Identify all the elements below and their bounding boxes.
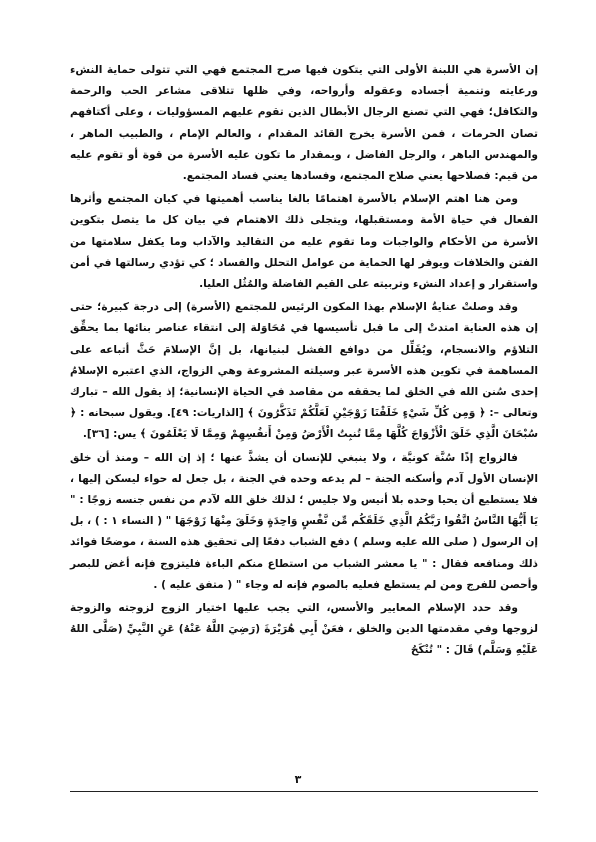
paragraph-2: ومن هنا اهتم الإسلام بالأسرة اهتمامًا بالغا يناسب أهميتها في كيان المجتمع وأثرها الفعال في حياة الأمة ومستقبلها، ويتجلى ذلك الاهتمام في بيان كل ما يتصل بتكوين الأسرة من الأحكام والواجبات وما تقوم عليه من التقاليد والآداب وما يكفل سلامتها من الفتن والخلافات ويوفر لها الحماية من عوامل التحلل والفساد ؛ كي تؤدي رسالتها في أمن واستقرار و إعداد النشء وتربيته على القيم الفاضلة والمُثُل العليا.: [70, 193, 538, 291]
body-text: [70, 60, 538, 664]
paragraph-1: إن الأسرة هي اللبنة الأولى التي يتكون فيها صرح المجتمع فهي التي تتولى حماية النشء ورعايته وتنمية أجساده وعقوله وأرواحه، وفي ظلها تتلاقى مشاعر الحب والرحمة والتكافل؛ فهي التي تصنع الرجال الأبطال الذين تقوم عليهم المسؤوليات ، وعلى أكتافهم تصان الحرمات ، فمن الأسرة يخرج القائد المقدام ، والعالم الإمام ، والطبيب الماهر ، والمهندس الباهر ، والرجل الفاضل ، وبمقدار ما تكون عليه الأسرة من قوة أو تقوم عليه من قيم: فصلاحها يعني صلاح المجتمع، وفسادها يعني فساد المجتمع.: [70, 64, 538, 183]
paragraph-3: وقد وصلتْ عنايةُ الإسلام بهذا المكون الرئيس للمجتمع (الأسرة) إلى درجة كبيرة؛ حتى إن هذه العناية امتدتْ إلى ما قبل تأسيسها في مُحَاوَلة إلى انتقاء عناصر بنائها بما يحقِّق التلاؤم والانسجام، ويُقَلِّل من دوافع الفشل لبنيانها، بل إنَّ الإسلامَ حَثَّ أتباعه على المساهمة في تكوين هذه الأسرة عبر وسيلته المشروعة وهي الزواج، الذي اعتبره الإسلامُ إحدى سُنن الله في الخلق لما يحققه من مقاصد في الحياة الإنسانية؛ إذ يقول الله – تبارك وتعالى –: ﴿ وَمِن كُلِّ شَيْءٍ خَلَقْنَا زَوْجَيْنِ لَعَلَّكُمْ تَذَكَّرُونَ ﴾ [الذاريات: ٤٩]. ويقول سبحانه : ﴿ سُبْحَانَ الَّذِي خَلَقَ الْأَزْوَاجَ كُلَّهَا مِمَّا تُنبِتُ الْأَرْضُ وَمِنْ أَنفُسِهِمْ وَمِمَّا لَا يَعْلَمُونَ ﴾ يس: [٣٦].: [70, 301, 539, 441]
page-number: ٣: [294, 773, 302, 786]
paragraph-5: وقد حدد الإسلام المعايير والأسس، التي يجب عليها اختيار الزوج لزوجته والزوجة لزوجها وفي مقدمتها الدين والخلق ، فعَنْ أَبِي هُرَيْرَةَ (رَضِيَ اللَّهُ عَنْهُ) عَنِ النَّبِيِّ (صَلَّى اللهُ عَلَيْهِ وَسَلَّم) قَالَ : " تُنْكَحُ: [70, 602, 538, 657]
paragraph-4: فالزواج إذًا سُنَّة كونيَّة ، ولا ينبغي للإنسان أن يشذَّ عنها ؛ إذ إن الله – ومنذ أن خلق الإنسان الأول آدم وأسكنه الجنة – لم يدعه وحده في الجنة ، بل جعل له حواء ليسكن إليها ، فلا يستطيع أن يحيا وحده بلا أنيس ولا جليس ؛ لذلك خلق الله لآدم من نفس جنسه زوجًا : " يَا أَيُّهَا النَّاسُ اتَّقُوا رَبَّكُمُ الَّذِي خَلَقَكُم مِّن نَّفْسٍ وَاحِدَةٍ وَخَلَقَ مِنْهَا زَوْجَهَا " ( النساء ١ : ) ، بل إن الرسول ( صلى الله عليه وسلم ) دفع الشباب دفعًا إلى تحقيق هذه السنة ، موضحًا فوائد ذلك ومنافعه فقال : " يا معشر الشباب من استطاع منكم الباءة فليتزوج فإنه أغض للبصر وأحصن للفرج ومن لم يستطع فعليه بالصوم فإنه له وجاء " ( متفق عليه ) .: [70, 451, 538, 591]
footer-rule: [70, 791, 538, 792]
